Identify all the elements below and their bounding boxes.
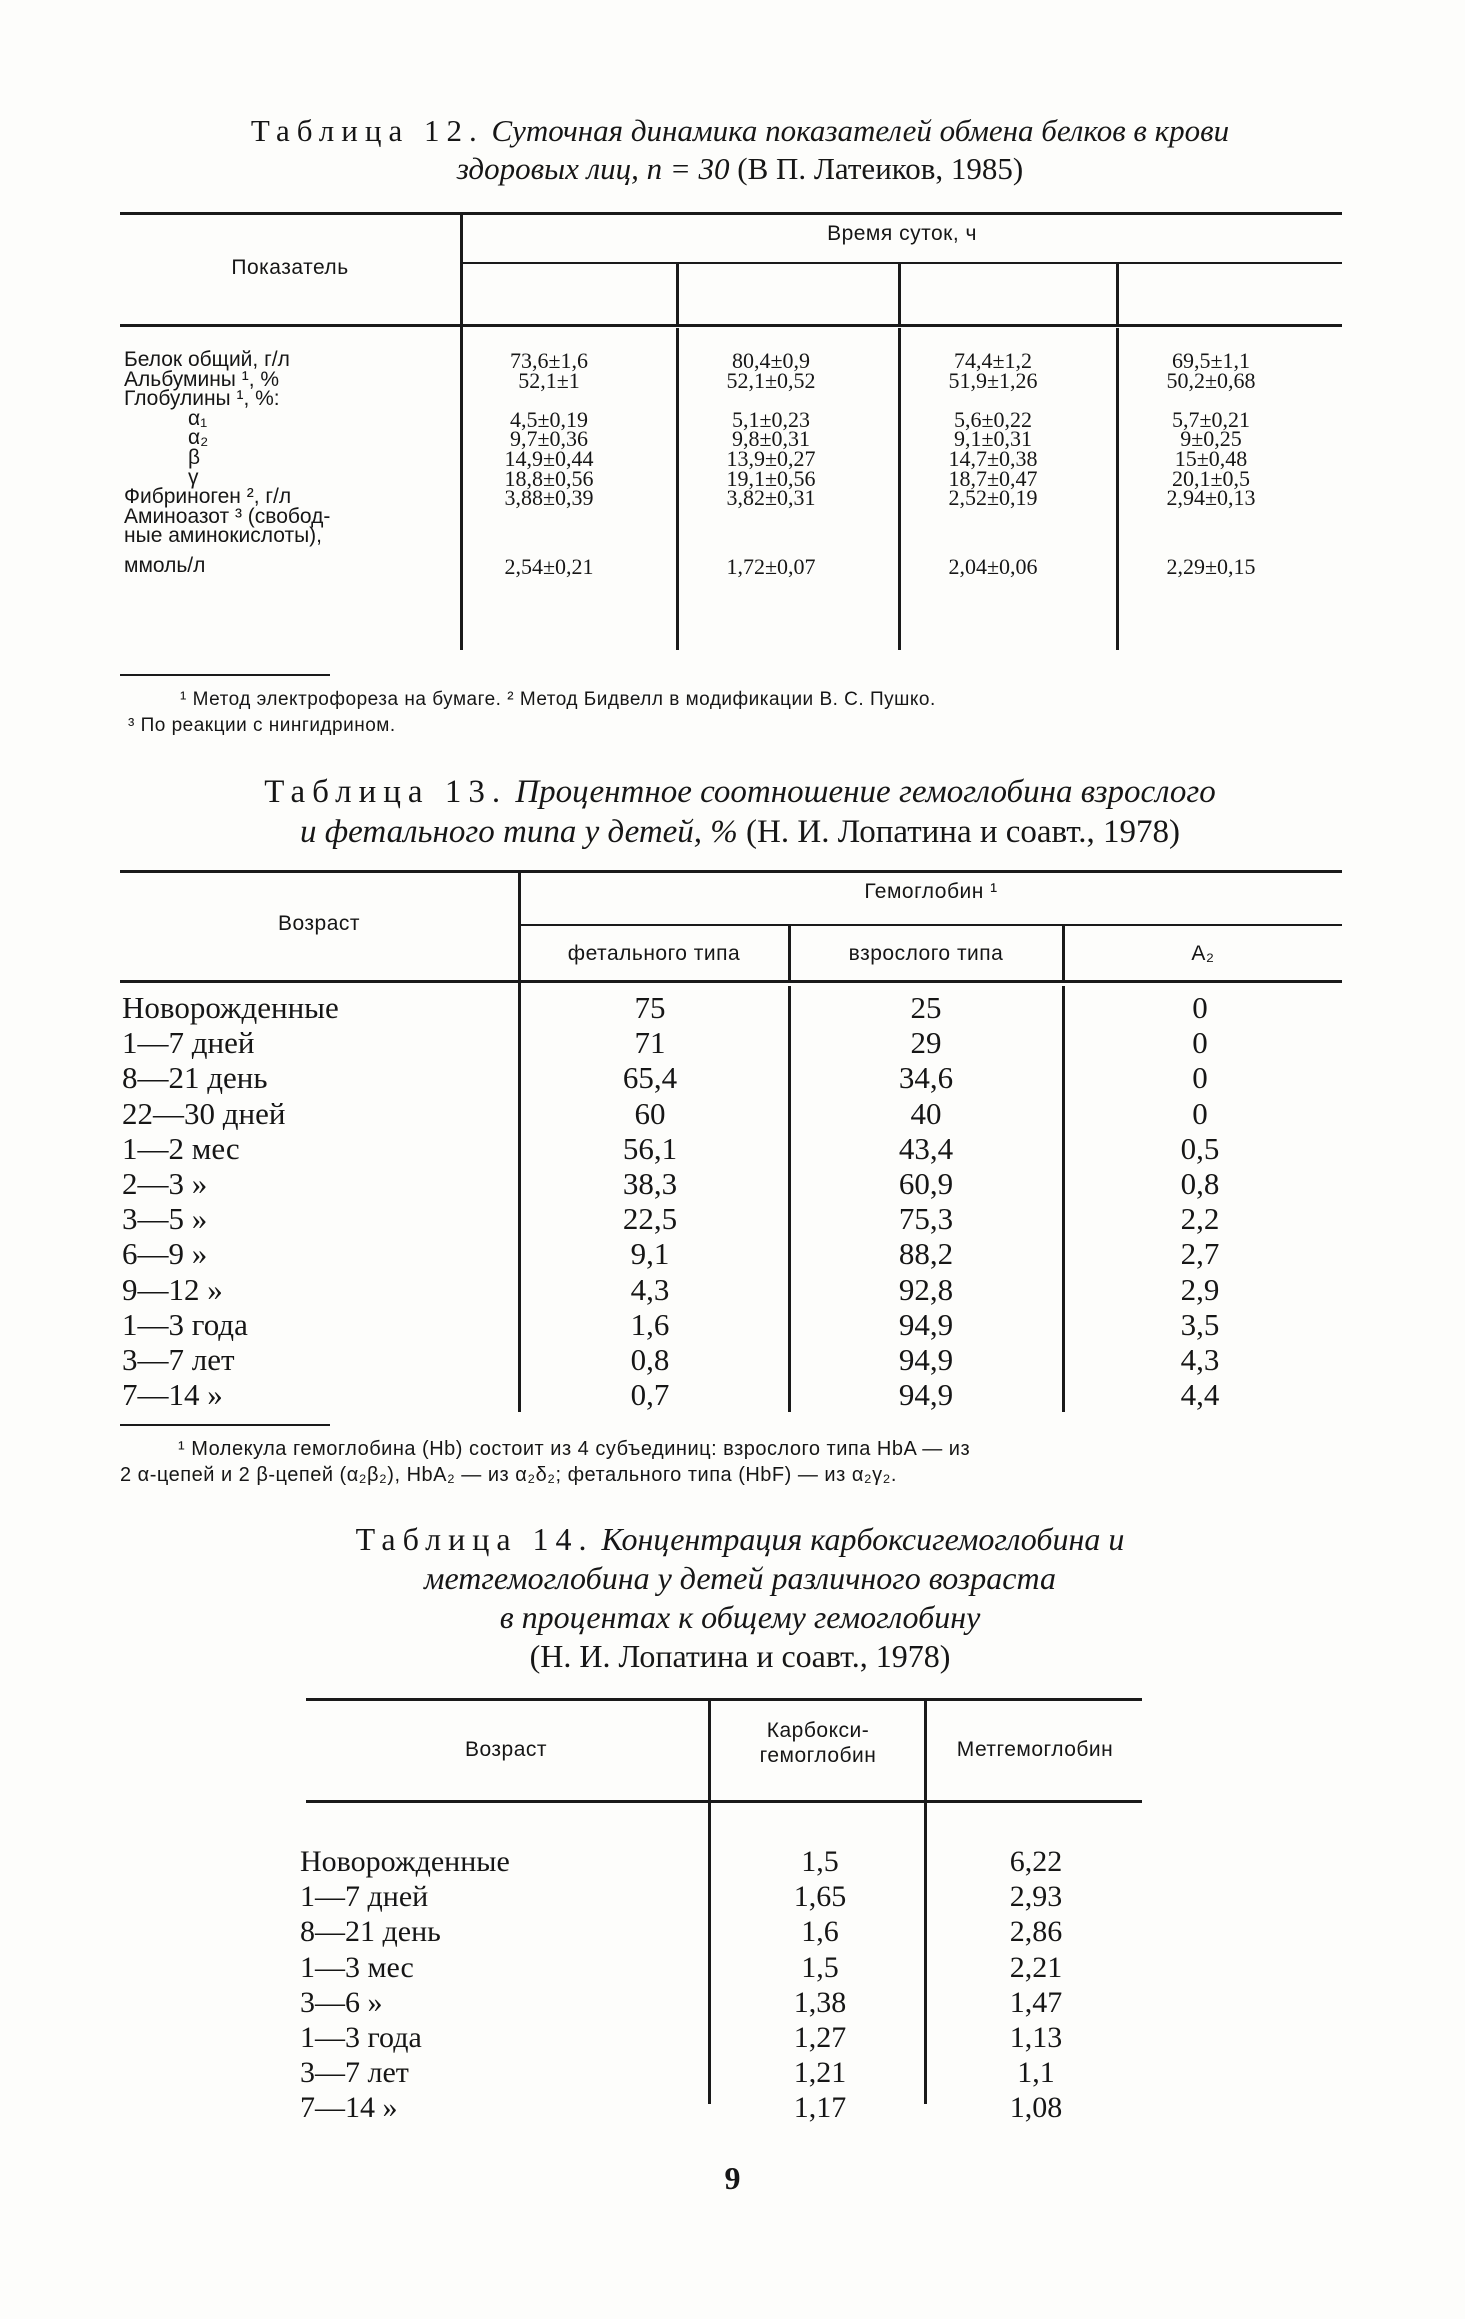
table13-cell: 65,4	[622, 1060, 678, 1096]
table12-title-line2: здоровых лиц, n = 30	[456, 150, 730, 186]
table13-cell: 2,9	[1180, 1271, 1220, 1307]
table13-cell: 1,6	[630, 1306, 670, 1342]
table13-cell: 4,4	[1180, 1377, 1220, 1413]
table14-cell: 1,5	[801, 1950, 839, 1984]
table12-title-line1: Суточная динамика показателей обмена белков в крови	[491, 113, 1230, 148]
table13-title-line2: и фетального типа у детей, %	[300, 814, 738, 851]
table14-row-age: 3—6 »	[300, 1985, 383, 2019]
table13-row-age: 1—3 года	[122, 1306, 248, 1342]
table13-cell: 94,9	[898, 1306, 954, 1342]
table13-cell: 25	[910, 990, 942, 1025]
table13-row-age: 3—5 »	[122, 1201, 208, 1237]
table13-cell: 0,7	[630, 1377, 670, 1413]
table14-cell: 1,13	[1009, 2021, 1063, 2054]
table12-source: (В П. Латеиков, 1985)	[737, 150, 1024, 186]
table13-cell: 0,8	[1180, 1166, 1220, 1201]
table13-header-rule	[120, 980, 1342, 983]
table12-cell: 19,1±0,56	[726, 465, 816, 491]
table13-cell: 4,3	[1180, 1342, 1220, 1377]
table12-vrule	[676, 264, 679, 326]
table14-cell: 2,93	[1009, 1880, 1063, 1914]
table13-cell: 22,5	[622, 1201, 678, 1237]
table12-cell: 4,5±0,19	[509, 406, 589, 432]
table14-row-age: 8—21 день	[300, 1915, 441, 1949]
table12-cell: 15±0,48	[1174, 446, 1248, 471]
table14-source: (Н. И. Лопатина и соавт., 1978)	[529, 1638, 951, 1675]
table14-cell: 1,21	[793, 2056, 847, 2090]
table12-cell: 5,6±0,22	[953, 406, 1033, 432]
table12-row-label: α₁	[188, 406, 208, 430]
table12-cell: 9±0,25	[1180, 426, 1242, 452]
table14-label: Таблица 14.	[355, 1521, 594, 1557]
table12-cell: 9,1±0,31	[953, 426, 1033, 452]
table13-row-age: 8—21 день	[122, 1060, 268, 1096]
table12-row-label: γ	[188, 465, 199, 489]
table13-cell: 9,1	[630, 1236, 670, 1272]
table13-cell: 88,2	[898, 1236, 954, 1272]
table12-cell: 2,52±0,19	[948, 485, 1038, 511]
table13-row-age: 2—3 »	[122, 1166, 208, 1201]
table13-row-age: 1—7 дней	[122, 1025, 255, 1061]
table13-cell: 94,9	[898, 1377, 954, 1413]
table12-cell: 9,7±0,36	[509, 426, 589, 452]
table14-cell: 2,21	[1009, 1950, 1063, 1984]
table14-row-age: 1—3 мес	[300, 1950, 414, 1984]
table12-cell: 69,5±1,1	[1171, 348, 1251, 373]
table14-cell: 2,86	[1009, 1915, 1063, 1949]
table12-cell: 2,54±0,21	[504, 554, 594, 579]
table13-mid-rule	[520, 924, 1342, 926]
table13-row-age: 7—14 »	[122, 1377, 223, 1413]
table14-cell: 1,6	[801, 1915, 839, 1949]
table12-cell: 13,9±0,27	[726, 446, 816, 471]
table13-footnote1: ¹ Молекула гемоглобина (Hb) состоит из 4 субъединиц: взрослого типа HbA — из	[178, 1438, 971, 1460]
table12-row-label: Фибриноген ², г/л	[124, 485, 292, 509]
table12-cell: 52,1±1	[518, 367, 580, 393]
table13-vrule	[788, 986, 791, 1412]
table14-header-rule	[306, 1800, 1142, 1803]
table13-row-age: 3—7 лет	[122, 1342, 235, 1377]
table12-cell: 14,7±0,38	[948, 446, 1038, 471]
table13-cell: 34,6	[898, 1060, 954, 1096]
table13-source: (Н. И. Лопатина и соавт., 1978)	[746, 814, 1180, 851]
table14-row-age: 1—7 дней	[300, 1880, 429, 1914]
table12-vrule	[898, 328, 901, 650]
table12-cell: 9,8±0,31	[731, 426, 811, 452]
table13-cell: 4,3	[630, 1271, 670, 1307]
table13-cell: 38,3	[622, 1166, 678, 1201]
table13-cell: 0	[1192, 1060, 1208, 1096]
table12-caption	[120, 112, 1360, 188]
table14-title-line2: метгемоглобина у детей различного возраста	[424, 1560, 1056, 1597]
table14-cell: 1,27	[793, 2021, 847, 2054]
table14-cell: 6,22	[1009, 1845, 1063, 1878]
table12-cell: 74,4±1,2	[953, 348, 1033, 373]
table12-cell: 73,6±1,6	[509, 348, 589, 373]
table12-footnote1: ¹ Метод электрофореза на бумаге. ² Метод Бидвелл в модификации В. С. Пушко.	[180, 689, 936, 710]
table13-label: Таблица 13.	[264, 774, 508, 810]
page-number: 9	[724, 2160, 741, 2196]
table12-top-rule	[120, 212, 1342, 215]
table13-cell: 2,7	[1180, 1236, 1220, 1272]
table12-cell: 80,4±0,9	[731, 348, 811, 373]
table13-cell: 0	[1192, 1095, 1208, 1131]
table12-row-label: Белок общий, г/л	[124, 348, 290, 371]
table12-cell: 2,94±0,13	[1166, 485, 1256, 511]
table14-cell: 1,1	[1017, 2056, 1055, 2090]
table13-header-group: Гемоглобин ¹	[864, 880, 998, 903]
table13-cell: 3,5	[1180, 1306, 1220, 1342]
table13-cell: 0,5	[1180, 1130, 1220, 1166]
table14-title-line3: в процентах к общему гемоглобину	[499, 1599, 981, 1636]
table12-footnote-rule	[120, 674, 330, 676]
table12-cell: 5,7±0,21	[1171, 406, 1251, 432]
table13-header-age: Возраст	[277, 912, 361, 935]
table12-row-label: Альбумины ¹, %	[124, 367, 280, 391]
table13-footnote2: 2 α-цепей и 2 β-цепей (α₂β₂), HbA₂ — из α₂δ₂; фетального типа (HbF) — из α₂γ₂.	[120, 1464, 897, 1486]
table12-header-indicator: Показатель	[231, 256, 349, 279]
table12-header-rule	[120, 324, 1342, 327]
table12-label: Таблица 12.	[250, 113, 484, 148]
table13-cell: 71	[634, 1025, 666, 1061]
table13-caption	[150, 772, 1330, 853]
table14-cell: 1,65	[793, 1880, 847, 1914]
table12-cell: 2,04±0,06	[948, 554, 1038, 579]
table14-top-rule	[306, 1698, 1142, 1701]
table13-row-age: Новорожденные	[122, 990, 339, 1025]
table14-vrule	[708, 1700, 711, 2104]
table13-header-adult: взрослого типа	[848, 942, 1004, 965]
table14-cell: 1,17	[793, 2091, 847, 2125]
table13-cell: 92,8	[898, 1271, 954, 1307]
table12-vrule	[1116, 264, 1119, 326]
table13-cell: 40	[910, 1095, 942, 1131]
table14-header-carboxy-line2: гемоглобин	[759, 1744, 877, 1768]
table12-cell: 20,1±0,5	[1171, 465, 1251, 491]
table13-header-a2: A₂	[1191, 942, 1215, 965]
table13-cell: 94,9	[898, 1342, 954, 1377]
table12-cell: 18,7±0,47	[948, 465, 1038, 491]
table12-cell: 3,88±0,39	[504, 485, 594, 511]
table12-row-label: β	[188, 446, 201, 469]
table13-top-rule	[120, 870, 1342, 873]
table13-footnote-rule	[120, 1424, 330, 1426]
table13-row-age: 9—12 »	[122, 1271, 223, 1307]
table12-cell: 14,9±0,44	[504, 446, 594, 471]
table13-row-age: 1—2 мес	[122, 1130, 240, 1166]
table12-cell: 1,72±0,07	[726, 554, 816, 579]
table13-cell: 0,8	[630, 1342, 670, 1377]
table13-cell: 60,9	[898, 1166, 954, 1201]
table13-cell: 75,3	[898, 1201, 954, 1237]
table12-cell: 51,9±1,26	[948, 367, 1038, 393]
table12-header-time: Время суток, ч	[827, 222, 977, 245]
table12-row-label: α₂	[188, 426, 209, 450]
table12-cell: 3,82±0,31	[726, 485, 816, 511]
table12-cell: 50,2±0,68	[1166, 367, 1256, 393]
table14-cell: 1,38	[793, 1985, 847, 2019]
table13-header-fetal: фетального типа	[567, 942, 741, 965]
table14-row-age: 3—7 лет	[300, 2056, 409, 2090]
table12-row-label: Глобулины ¹, %:	[124, 387, 280, 411]
table13-cell: 29	[910, 1025, 942, 1061]
table13-row-age: 6—9 »	[122, 1236, 208, 1272]
table12-row-label: Аминоазот ³ (свобод-	[124, 504, 331, 528]
table13-cell: 43,4	[898, 1130, 954, 1166]
table13-cell: 2,2	[1180, 1201, 1220, 1237]
table12-vrule	[1116, 328, 1119, 650]
table14-row-age: 1—3 года	[300, 2021, 422, 2054]
table13-cell: 56,1	[622, 1130, 678, 1166]
table14-header-age: Возраст	[464, 1738, 548, 1761]
table14-cell: 1,47	[1009, 1985, 1063, 2019]
table12-vrule	[460, 214, 463, 650]
table12-cell: 5,1±0,23	[731, 406, 811, 432]
table13-cell: 60	[634, 1095, 666, 1131]
table13-cell: 75	[634, 990, 666, 1025]
table12-vrule	[676, 328, 679, 650]
table13-title-line1: Процентное соотношение гемоглобина взрослого	[515, 774, 1216, 810]
table14-header-carboxy	[712, 1718, 924, 1768]
table12-cell: 52,1±0,52	[726, 367, 816, 393]
table14-row-age: Новорожденные	[300, 1845, 510, 1878]
table13-row-age: 22—30 дней	[122, 1095, 286, 1131]
table12-row-label: ммоль/л	[124, 554, 206, 577]
table14-header-methemoglobin: Метгемоглобин	[956, 1738, 1114, 1761]
table14-row-age: 7—14 »	[300, 2091, 398, 2125]
table12-footnote2: ³ По реакции с нингидрином.	[128, 715, 396, 736]
table13-vrule	[1062, 986, 1065, 1412]
table14-cell: 1,08	[1009, 2091, 1063, 2125]
table14-cell: 1,5	[801, 1845, 839, 1878]
table12-cell: 18,8±0,56	[504, 465, 594, 491]
table14-caption	[220, 1520, 1260, 1676]
table12-row-label: ные аминокислоты),	[124, 524, 322, 548]
table12-cell: 2,29±0,15	[1166, 554, 1256, 579]
table13-cell: 0	[1192, 990, 1208, 1025]
table12-mid-rule	[462, 262, 1342, 264]
table14-title-line1: Концентрация карбоксигемоглобина и	[601, 1521, 1125, 1557]
table13-cell: 0	[1192, 1025, 1208, 1061]
table12-vrule	[898, 264, 901, 326]
table14-header-carboxy-line1: Карбокси-	[766, 1719, 870, 1742]
table14-vrule	[924, 1700, 927, 2104]
